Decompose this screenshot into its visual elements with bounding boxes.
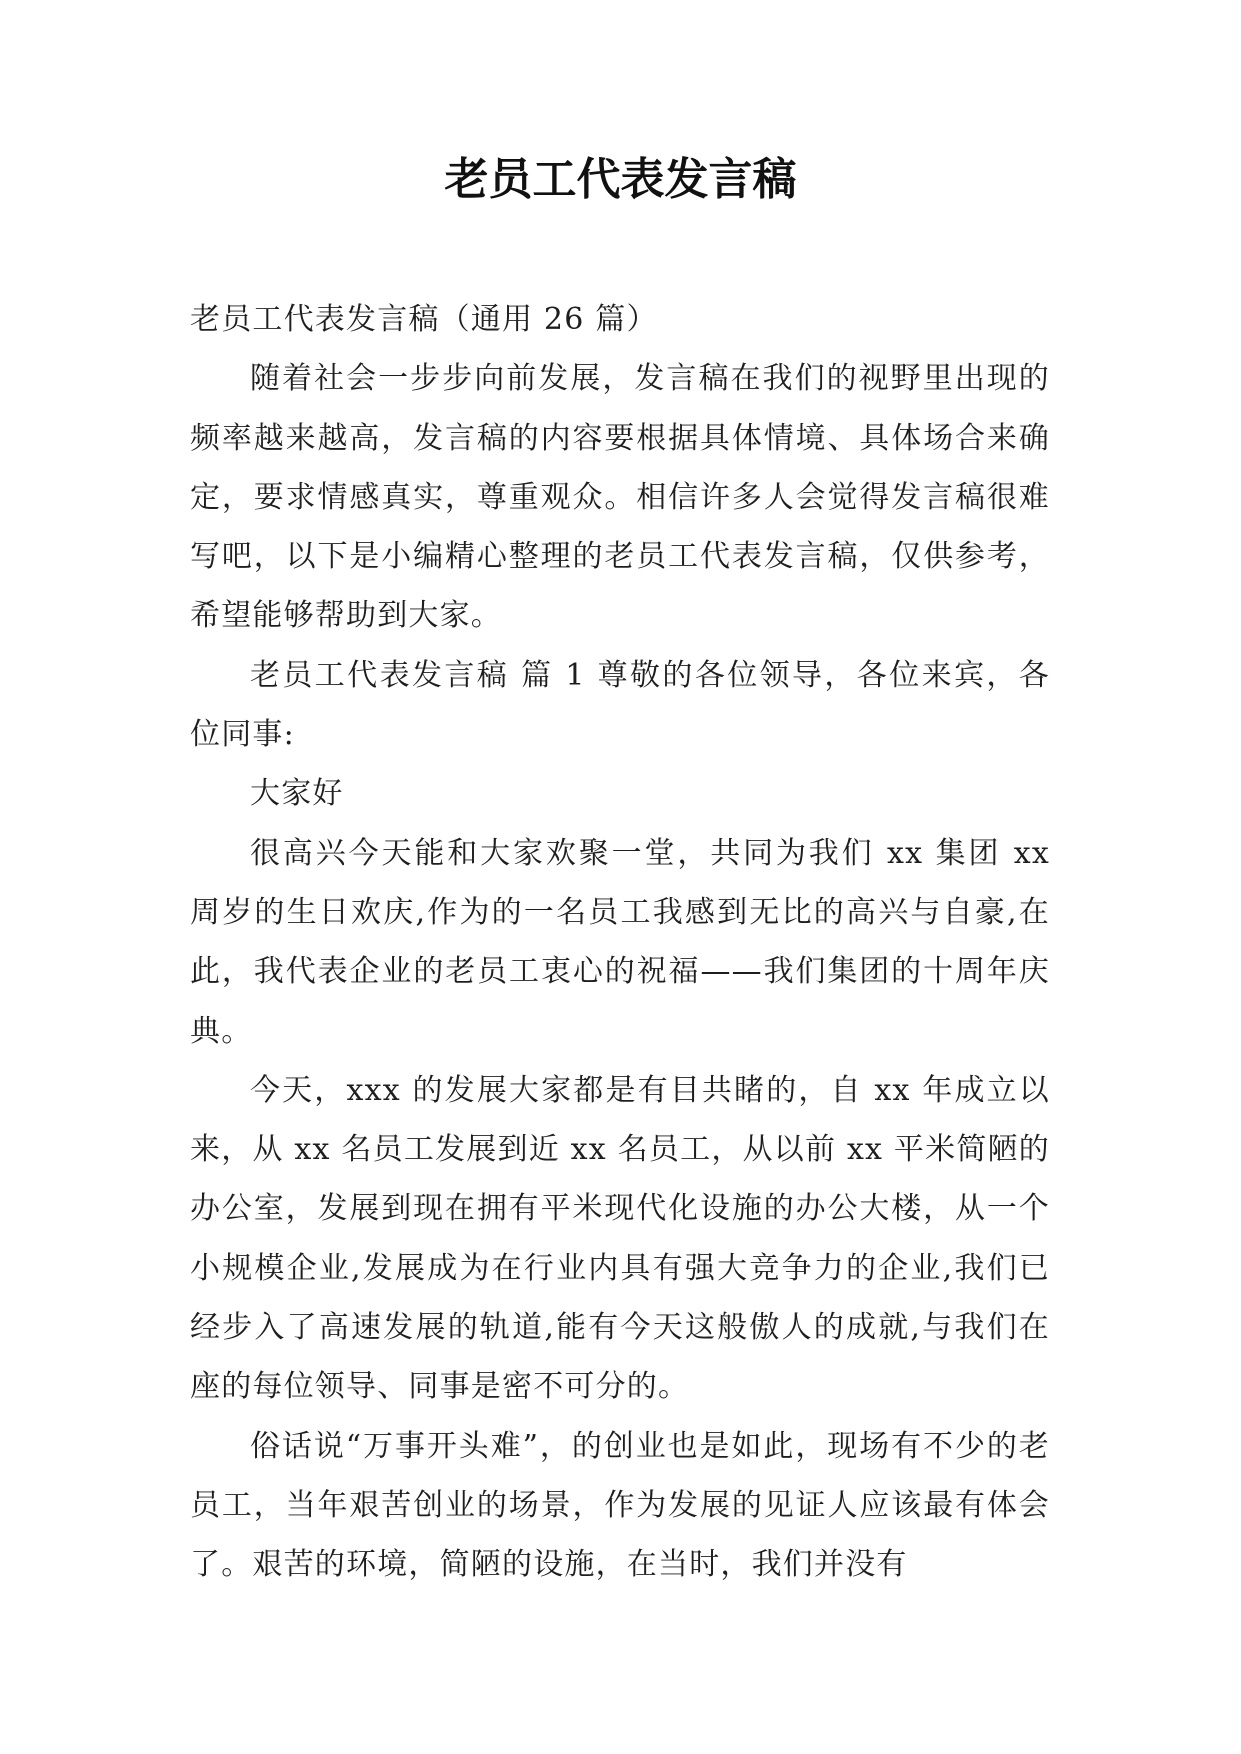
- document-title: 老员工代表发言稿: [444, 154, 797, 205]
- paragraph-greeting: 大家好: [250, 776, 344, 812]
- paragraph-intro: 随着社会一步步向前发展，发言稿在我们的视野里出现的频率越来越高，发言稿的内容要根据具体情境、具体场合来确定，要求情感真实，尊重观众。相信许多人会觉得发言稿很难写吧，以下是小编精心整理的老员工代表发言稿，仅供参考，希望能够帮助到大家。: [190, 361, 1050, 634]
- paragraph-development: 今天，xxx 的发展大家都是有目共睹的，自 xx 年成立以来，从 xx 名员工发展到近 xx 名员工，从以前 xx 平米简陋的办公室，发展到现在拥有平米现代化设施的办公大楼，从一个小规模企业,发展成为在行业内具有强大竞争力的企业,我们已经步入了高速发展的轨道,能有今天这般傲人的成就,与我们在座的每位领导、同事是密不可分的。: [190, 1072, 1050, 1405]
- paragraph-salutation: 老员工代表发言稿 篇 1 尊敬的各位领导，各位来宾，各位同事:: [190, 657, 1050, 753]
- document-subtitle: 老员工代表发言稿（通用 26 篇）: [190, 302, 658, 337]
- document-body: [190, 290, 1050, 1595]
- paragraph-celebration: 很高兴今天能和大家欢聚一堂，共同为我们 xx 集团 xx 周岁的生日欢庆,作为的一名员工我感到无比的高兴与自豪,在此，我代表企业的老员工衷心的祝福——我们集团的十周年庆典。: [190, 835, 1050, 1049]
- paragraph-beginnings: 俗话说“万事开头难”，的创业也是如此，现场有不少的老员工，当年艰苦创业的场景，作为发展的见证人应该最有体会了。艰苦的环境，简陋的设施，在当时，我们并没有: [190, 1428, 1050, 1583]
